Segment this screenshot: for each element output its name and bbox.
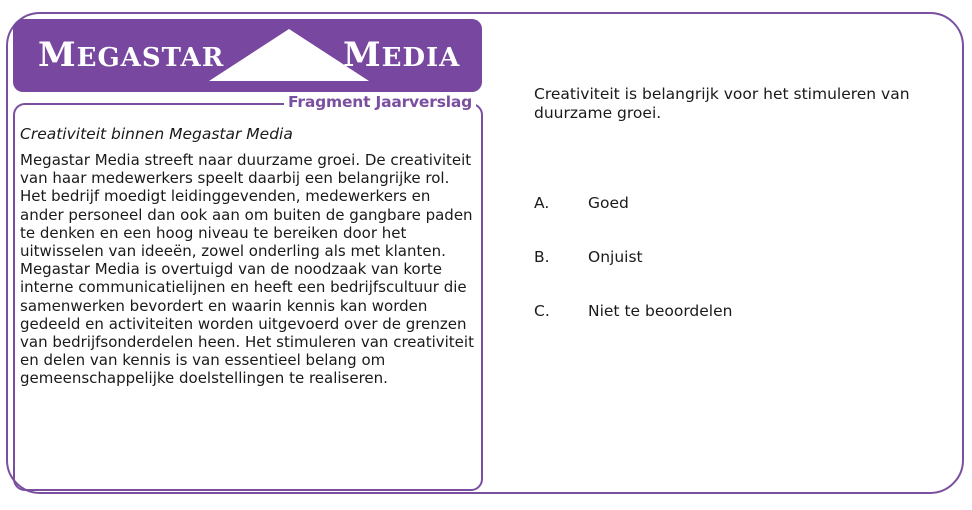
option-label: Goed [588,194,629,212]
article-body: Megastar Media streeft naar duurzame groei. De creativiteit van haar medewerkers speelt daarbij een belangrijke rol. Het bedrijf moedigt leidinggevenden, medewerkers en ander personeel dan ook aan om buiten de gangbare paden te denken en een hoog niveau te bereiken door het uitwisselen van ideeën, zowel onderling als met klanten. Megastar Media is overtuigd van de noodzaak van korte interne communicatielijnen en heeft een bedrijfscultuur die samenwerken bevordert en waarin kennis kan worden gedeeld en activiteiten worden uitgevoerd over de grenzen van bedrijfsonderdelen heen. Het stimuleren van creativiteit en delen van kennis is van essentieel belang om gemeenschappelijke doelstellingen te realiseren. [20,151,474,388]
option-letter: A. [534,194,550,212]
panel-label: Fragment Jaarverslag [284,92,476,112]
option-label: Niet te beoordelen [588,302,733,320]
logo-text-media: MEDIA [343,35,461,75]
option-letter: C. [534,302,550,320]
option-letter: B. [534,248,550,266]
question-text: Creativiteit is belangrijk voor het stimuleren van duurzame groei. [534,85,910,122]
answer-option-c[interactable] [534,301,732,321]
answer-option-a[interactable] [534,193,629,213]
article-title: Creativiteit binnen Megastar Media [20,125,293,143]
answer-option-b[interactable] [534,247,643,267]
company-banner [13,19,482,92]
option-label: Onjuist [588,248,643,266]
logo-text-megastar: MEGASTAR [38,35,225,75]
